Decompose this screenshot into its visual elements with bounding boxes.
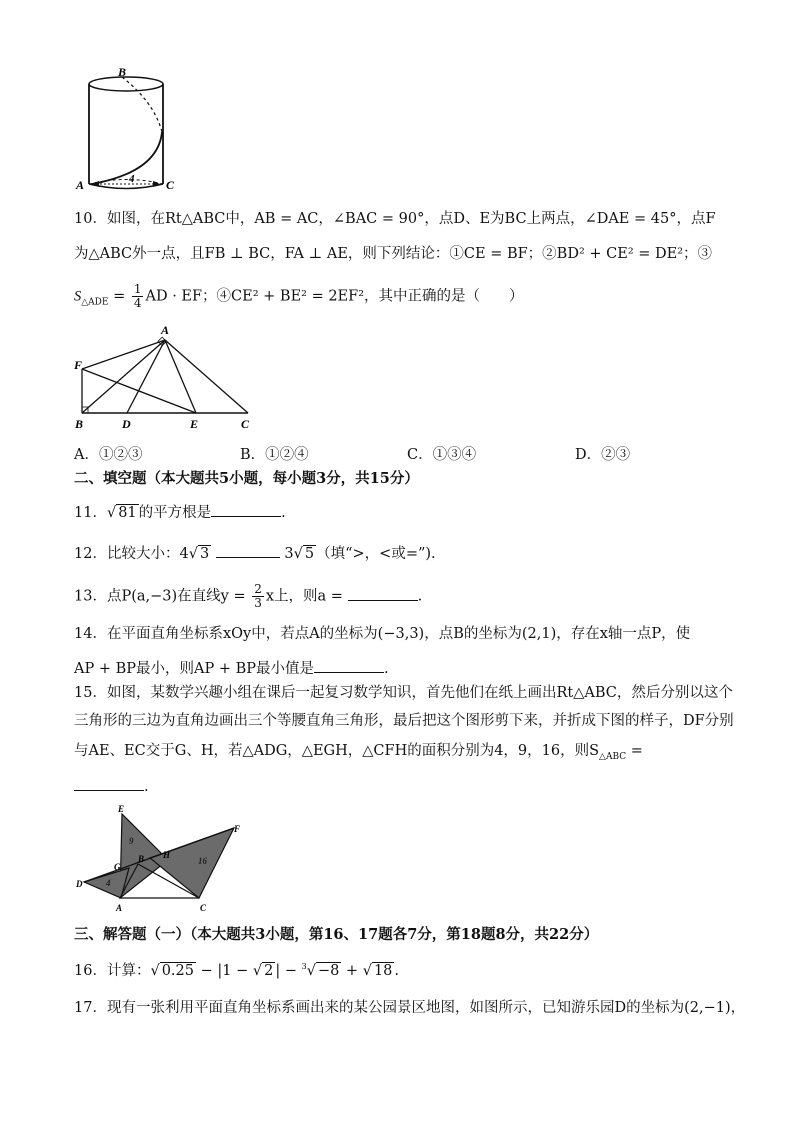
q13-answer-blank[interactable] [348,586,418,601]
cylinder-top-ellipse [89,77,163,91]
q11-answer-blank[interactable] [211,502,281,517]
q16: 16．计算：√ 0.25 − |1 − √ 2 | − $^3$√ −8 + √ 18 . [74,962,400,979]
area-mark-4: 4 [106,878,111,888]
q14-line1: 14．在平面直角坐标系xOy中，若点A的坐标为(−3,3)，点B的坐标为(2,1)，存在x轴一点P，使 [74,626,691,642]
label-c: C [241,417,250,431]
folded-figure [74,802,250,914]
section-3-heading: 三、解答题（一）（本大题共3小题，第16、17题各7分，第18题8分，共22分） [74,926,599,943]
q17-line1: 17．现有一张利用平面直角坐标系画出来的某公园景区地图，如图所示，已知游乐园D的坐标为(2,−1)， [74,1000,746,1016]
cylinder-label-c: C [166,178,175,192]
cylinder-figure [74,62,184,194]
cylinder-label-a: A [76,178,85,192]
fold-label-h: H [163,850,171,860]
q10-line1: 10．如图，在Rt△ABC中，AB = AC，∠BAC = 90°，点D、E为BC上两点，∠DAE = 45°，点F [74,211,716,227]
q15-line2: 三角形的三边为直角边画出三个等腰直角三角形，最后把这个图形剪下来，并折成下图的样子，DF分别 [74,713,734,729]
label-b: B [75,417,84,431]
q10-line2: 为△ABC外一点，且FB ⊥ BC，FA ⊥ AE，则下列结论：①CE = BF；②BD² + CE² = DE²；③ [74,246,713,262]
cylinder-dashed-path [122,77,162,132]
q15-line4: . [74,776,149,797]
radicand-81: 81 [118,505,137,521]
triangle-f-shaded [150,828,234,898]
fraction-one-quarter: $\frac{1}{4}$ [133,282,142,310]
option-b[interactable]: B．①②④ [240,447,309,463]
q10-line3 [74,283,524,312]
fold-label-d: D [76,879,83,889]
q14-line2: AP + BP最小，则AP + BP最小值是 . [74,658,389,679]
fold-label-e: E [118,804,125,814]
segment-ac [165,340,248,413]
q11: 11．√ 81 的平方根是 . [74,502,286,523]
label-e: E [190,417,199,431]
area-subscript: △ADE [81,297,109,308]
q15-answer-blank[interactable] [74,776,144,791]
cylinder-bottom-arc [89,184,163,189]
q15-line1: 15．如图，某数学兴趣小组在课后一起复习数学知识，首先他们在纸上画出Rt△ABC，然后分别以这个 [74,685,733,701]
fold-label-c: C [200,903,207,913]
area-mark-9: 9 [129,836,134,846]
q12: 12．比较大小：4√ 3 3√ 5 （填“>，<或=”). [74,543,436,564]
fold-label-a: A [116,903,123,913]
label-d: D [122,417,131,431]
fraction-two-thirds: $\frac{2}{3}$ [254,582,262,610]
label-a: A [161,323,170,337]
fold-label-b: B [138,854,145,864]
area-mark-16: 16 [198,856,207,866]
fold-label-f: F [234,824,241,834]
label-f: F [74,358,83,372]
segment-ab [82,340,165,413]
equals: = [108,288,130,305]
q10-line3-rest: AD · EF；④CE² + BE² = 2EF²，其中正确的是（ ） [145,288,524,305]
cylinder-solid-path [92,132,162,184]
cylinder-label-4: 4 [129,173,135,185]
triangle-figure [72,320,262,432]
section-2-heading: 二、填空题（本大题共5小题，每小题3分，共15分） [74,470,419,487]
q12-answer-blank[interactable] [216,543,280,558]
q13: 13．点P(a,−3)在直线y = $\frac{2}{3}$ x上，则a = . [74,582,423,610]
segment-ae [165,340,196,413]
option-d[interactable]: D．②③ [575,447,631,463]
area-symbol: S [74,288,82,305]
q15-line3: 与AE、EC交于G、H，若△ADG，△EGH，△CFH的面积分别为4，9，16，则$S_{\triangle ABC}$ = [74,743,643,762]
fold-label-g: G [114,862,121,872]
q14-answer-blank[interactable] [314,658,384,673]
option-c[interactable]: C．①③④ [407,447,477,463]
cylinder-label-b: B [118,65,127,79]
option-a[interactable]: A．①②③ [74,447,143,463]
